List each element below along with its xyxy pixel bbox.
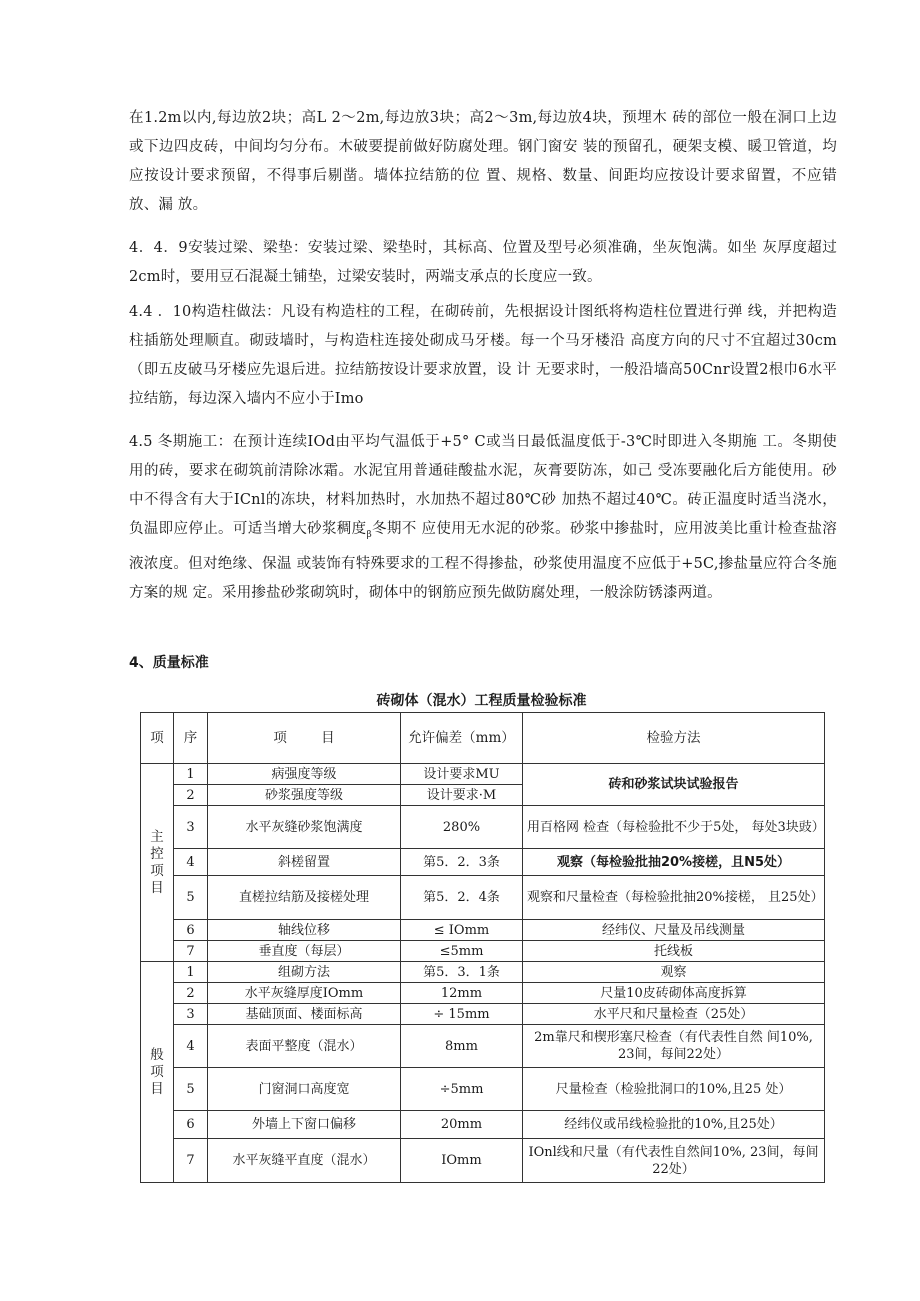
row-item: 病强度等级 (208, 764, 401, 785)
row-number: 1 (174, 962, 208, 983)
table-row (141, 962, 825, 983)
paragraph-lintel-install: 4．4．9安装过梁、梁垫：安装过梁、梁垫时，其标高、位置及型号必须准确，坐灰饱满。如坐 灰厚度超过2cm时，要用豆石混凝土铺垫，过梁安装时，两端支承点的长度应一致。 (129, 240, 837, 285)
header-number: 序 (174, 713, 208, 764)
row-number: 2 (174, 785, 208, 806)
row-method: 尺量检查（检验批洞口的10%,且25 处） (523, 1068, 825, 1111)
row-item: 表面平整度（混水） (208, 1025, 401, 1068)
row-item: 垂直度（每层） (208, 941, 401, 962)
group-label-general: 般项目 (141, 962, 174, 1183)
row-method: 托线板 (523, 941, 825, 962)
row-tolerance: ≤ IOmm (401, 920, 523, 941)
row-tolerance: 20mm (401, 1111, 523, 1139)
section-heading: 4、质量标准 (129, 655, 209, 671)
row-item: 直槎拉结筋及接槎处理 (208, 876, 401, 920)
row-number: 3 (174, 806, 208, 849)
table-row (141, 876, 825, 920)
row-method: 观察 (523, 962, 825, 983)
row-number: 2 (174, 983, 208, 1004)
row-tolerance: 第5．3．1条 (401, 962, 523, 983)
row-tolerance: 设计要求MU (401, 764, 523, 785)
row-item: 水平灰缝砂浆饱满度 (208, 806, 401, 849)
table-row (141, 1068, 825, 1111)
table-row (141, 1139, 825, 1183)
row-number: 7 (174, 1139, 208, 1183)
table-row (141, 849, 825, 876)
row-method: 砖和砂浆试块试验报告 (523, 764, 825, 806)
subscript-beta: β (366, 529, 372, 540)
header-tolerance: 允许偏差（mm） (401, 713, 523, 764)
row-tolerance: ÷ 15mm (401, 1004, 523, 1025)
row-method: IOnl线和尺量（有代表性自然间10%, 23间，每间22处） (523, 1139, 825, 1183)
row-number: 6 (174, 920, 208, 941)
row-number: 3 (174, 1004, 208, 1025)
row-method: 经纬仪或吊线检验批的10%,且25处） (523, 1111, 825, 1139)
row-number: 4 (174, 1025, 208, 1068)
row-tolerance: IOmm (401, 1139, 523, 1183)
table-row (141, 1111, 825, 1139)
table-title: 砖砌体（混水）工程质量检验标准 (376, 693, 587, 709)
row-number: 7 (174, 941, 208, 962)
row-number: 4 (174, 849, 208, 876)
table-row (141, 983, 825, 1004)
paragraph-winter-text-2: 冬期不 应使用无水泥的砂浆。砂浆中掺盐时，应用波美比重计检查盐溶液浓度。但对绝缘、保温 或装饰有特殊要求的工程不得掺盐，砂浆使用温度不应低于+5C,掺盐量应符合冬施方案的规 定。采用掺盐砂浆砌筑时，砌体中的钢筋应预先做防腐处理，一般涂防锈漆两道。 (129, 521, 837, 601)
paragraph-embedded-parts: 在1.2m以内,每边放2块；高L 2～2m,每边放3块；高2～3m,每边放4块，预埋木 砖的部位一般在洞口上边或下边四皮砖，中间均匀分布。木破要提前做好防腐处理。钢门窗安 装的预留孔，硬架支模、暖卫管道，均应按设计要求预留，不得事后剔凿。墙体拉结筋的位 置、规格、数量、间距均应按设计要求留置，不应错放、漏 放。 (129, 110, 837, 213)
paragraph-winter-construction (129, 428, 837, 608)
row-item: 外墙上下窗口偏移 (208, 1111, 401, 1139)
paragraph-winter-text-1: 4.5 冬期施工：在预计连续IOd由平均气温低于+5° C或当日最低温度低于-3℃时即进入冬期施 工。冬期使用的砖，要求在砌筑前清除冰霜。水泥宜用普通硅酸盐水泥，灰膏要防冻，如己 受冻要融化后方能使用。砂中不得含有大于ICnl的冻块，材料加热时，水加热不超过80℃砂 加热不超过40℃。砖正温度时适当浇水，负温即应停止。可适当增大砂浆稠度 (129, 434, 837, 537)
table-header-row (141, 713, 825, 764)
row-item: 水平灰缝平直度（混水） (208, 1139, 401, 1183)
table-row (141, 920, 825, 941)
row-method: 水平尺和尺量检查（25处） (523, 1004, 825, 1025)
row-tolerance: 280% (401, 806, 523, 849)
row-method: 2m靠尺和楔形塞尺检查（有代表性自然 间10%, 23间，每间22处） (523, 1025, 825, 1068)
table-row (141, 806, 825, 849)
table-row (141, 1025, 825, 1068)
paragraph-constructional-column: 4.4 ．10构造柱做法：凡设有构造柱的工程，在砌砖前，先根据设计图纸将构造柱位置进行弹 线，并把构造柱插筋处理顺直。砌豉墙时，与构造柱连接处砌成马牙楼。每一个马牙楼沿 高度方向的尺寸不宜超过30cm （即五皮破马牙楼应先退后进。拉结筋按设计要求放置，设 计 无要求时，一般沿墙高50Cnr设置2根巾6水平拉结筋，每边深入墙内不应小于Imo (129, 304, 837, 407)
row-number: 5 (174, 876, 208, 920)
header-method: 检验方法 (523, 713, 825, 764)
row-method: 经纬仪、尺量及吊线测量 (523, 920, 825, 941)
row-number: 5 (174, 1068, 208, 1111)
row-tolerance: ÷5mm (401, 1068, 523, 1111)
row-item: 组砌方法 (208, 962, 401, 983)
row-method: 用百格网 检查（每检验批不少于5处， 每处3块豉） (523, 806, 825, 849)
row-number: 6 (174, 1111, 208, 1139)
header-item: 项 目 (208, 713, 401, 764)
row-item: 基础顶面、楼面标高 (208, 1004, 401, 1025)
table-row (141, 764, 825, 785)
row-tolerance: 设计要求·M (401, 785, 523, 806)
row-method: 尺量10皮砖砌体高度拆算 (523, 983, 825, 1004)
row-tolerance: 8mm (401, 1025, 523, 1068)
row-item: 砂浆强度等级 (208, 785, 401, 806)
group-label-main-control: 主控项目 (141, 764, 174, 962)
row-tolerance: 第5．2．3条 (401, 849, 523, 876)
table-row (141, 941, 825, 962)
row-tolerance: 第5．2．4条 (401, 876, 523, 920)
row-method: 观察（每检验批抽20%接槎，且N5处） (523, 849, 825, 876)
quality-standard-table (140, 712, 825, 1183)
row-tolerance: ≤5mm (401, 941, 523, 962)
row-item: 水平灰缝厚度IOmm (208, 983, 401, 1004)
row-number: 1 (174, 764, 208, 785)
row-item: 门窗洞口高度宽 (208, 1068, 401, 1111)
row-method: 观察和尺量检查（每检验批抽20%接槎， 且25处） (523, 876, 825, 920)
row-item: 轴线位移 (208, 920, 401, 941)
table-row (141, 1004, 825, 1025)
row-item: 斜槎留置 (208, 849, 401, 876)
row-tolerance: 12mm (401, 983, 523, 1004)
header-category: 项 (141, 713, 174, 764)
